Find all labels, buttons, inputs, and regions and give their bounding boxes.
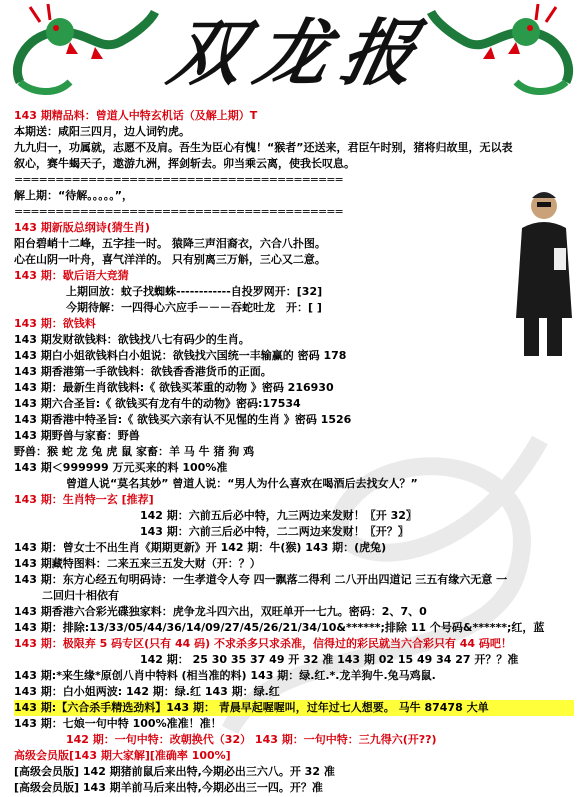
- text-line: 142 期：一句中特：改朝换代（32） 143 期：一句中特：三九得六(开??): [66, 733, 437, 746]
- text-line: 143 期新版总纲诗(猜生肖): [14, 221, 150, 234]
- text-line: 阳台碧峭十二峰，五字挂一时。 猿降三声泪裔衣，六合八扑图。: [14, 237, 326, 250]
- text-line: 心在山阴一叶舟，喜气洋洋的。 只有别离三万斛，三心又二意。: [14, 253, 326, 266]
- text-line: 上期回放：蚊子找蜘蛛------------自投罗网开：[32]: [66, 285, 323, 298]
- text-line: 143 期白小姐欲钱料白小姐说：欲钱找六国统一丰输赢的 密码 178: [14, 349, 347, 362]
- text-line: 143 期：最新生肖欲钱料:《 欲钱买苯重的动物 》密码 216930: [14, 381, 334, 394]
- text-line: 今期待解：一四得心六应手－－－吞蛇吐龙 开：[ ]: [66, 301, 322, 314]
- text-line: 高级会员版[143 期大家解][准确率 100%]: [14, 749, 231, 762]
- text-line: 143 期：东方心经五句明码诗：一生孝道令人夸 四一飘落二得利 二八开出四道记 三五有缘六无意 一: [14, 573, 508, 586]
- text-line: 二回归十相依有: [42, 589, 119, 602]
- text-line: 143 期精品料：曾道人中特玄机话（及解上期）T: [14, 109, 258, 122]
- text-line: 143 期：歇后语大竞猜: [14, 269, 129, 282]
- text-line: 143 期＜999999 万元买来的料 100%准: [14, 461, 228, 474]
- text-line: 142 期：六前五后必中特，九三两边来发财！〖开 32〗: [140, 509, 417, 522]
- text-line: 九九归一，功属就，志愿不及肩。吾生为臣心有愧！“猴者”还送来，君臣午时别，猪将归故里，无以表: [14, 141, 513, 154]
- text-line: 143 期藏特图料：二来五来三五发大财（开：？）: [14, 557, 261, 570]
- dragon-right-icon: [426, 2, 586, 106]
- text-line: 143 期香港第一手欲钱料：欲钱香香港货币的正面。: [14, 365, 272, 378]
- dragon-left-icon: [0, 2, 160, 106]
- text-line: [高级会员版] 143 期羊前马后来出特,今期必出三一四。开？准: [14, 781, 323, 794]
- text-line: 143 期：欲钱料: [14, 317, 96, 330]
- text-line: [高级会员版] 142 期猪前鼠后来出特,今期必出三六八。开 32 准: [14, 765, 335, 778]
- text-line: 本期送：咸阳三四月，边人词钓虎。: [14, 125, 190, 138]
- text-line: 143 期野兽与家畜：野兽: [14, 429, 140, 442]
- text-line: 143 期:【六合杀手精选劲料】143 期： 青晨早起喔喔叫，过年过七人想要。 马牛 87478 大单: [14, 700, 574, 716]
- text-line: 143 期六合圣旨:《 欲钱买有龙有牛的动物》密码:17534: [14, 397, 301, 410]
- document-body: [14, 108, 574, 796]
- text-line: 143 期：白小姐两波: 142 期：绿.红 143 期：绿.红: [14, 685, 280, 698]
- text-line: 143 期香港六合彩光碟独家料：虎争龙斗四六出，双旺单开一七九。密码：2、7、0: [14, 605, 427, 618]
- text-line: 143 期：曾女士不出生肖《期期更新》开 142 期：牛(猴) 143 期：(虎兔): [14, 541, 387, 554]
- text-line: 野兽：猴 蛇 龙 兔 虎 鼠 家畜：羊 马 牛 猪 狗 鸡: [14, 445, 255, 458]
- text-line: 曾道人说“莫名其妙” 曾道人说：“男人为什么喜欢在喝酒后去找女人？”: [66, 477, 418, 490]
- text-line: 143 期：生肖特一玄 [推荐]: [14, 493, 154, 506]
- text-line: ========================================: [14, 205, 343, 218]
- text-line: 143 期：极限弃 5 码专区(只有 44 码) 不求杀多只求杀准，信得过的彩民就当六合彩只有 44 码吧！: [14, 637, 512, 650]
- text-line: ========================================: [14, 173, 343, 186]
- text-line: 143 期:*来生缘*原创八肖中特料 (相当准的料) 143 期：绿.红.*.龙羊狗牛.兔马鸡鼠.: [14, 669, 436, 682]
- header: [0, 0, 586, 108]
- text-line: 143 期发财欲钱料：欲钱找八七有码少的生肖。: [14, 333, 250, 346]
- page-title: 双龙报: [162, 10, 439, 95]
- text-line: 143 期香港中特圣旨:《 欲钱买六亲有认不见惺的生肖 》密码 1526: [14, 413, 352, 426]
- text-line: 叙心，赛牛蝎天子，遨游九洲，挥剑斩去。卯当乘云离，使我长叹息。: [14, 157, 355, 170]
- text-line: 143 期：排除:13/33/05/44/36/14/09/27/45/26/21/34/10&******;排除 11 个号码&******;红，蓝: [14, 621, 545, 634]
- text-line: 143 期：七娘一句中特 100%准准！准！: [14, 717, 222, 730]
- text-line: 143 期：六前三后必中特，二二两边来发财！〖开？〗: [140, 525, 409, 538]
- text-line: 142 期： 25 30 35 37 49 开 32 准 143 期 02 15 49 34 27 开？？准: [140, 653, 519, 666]
- text-line: 解上期：“待解。。。。。”，: [14, 189, 133, 202]
